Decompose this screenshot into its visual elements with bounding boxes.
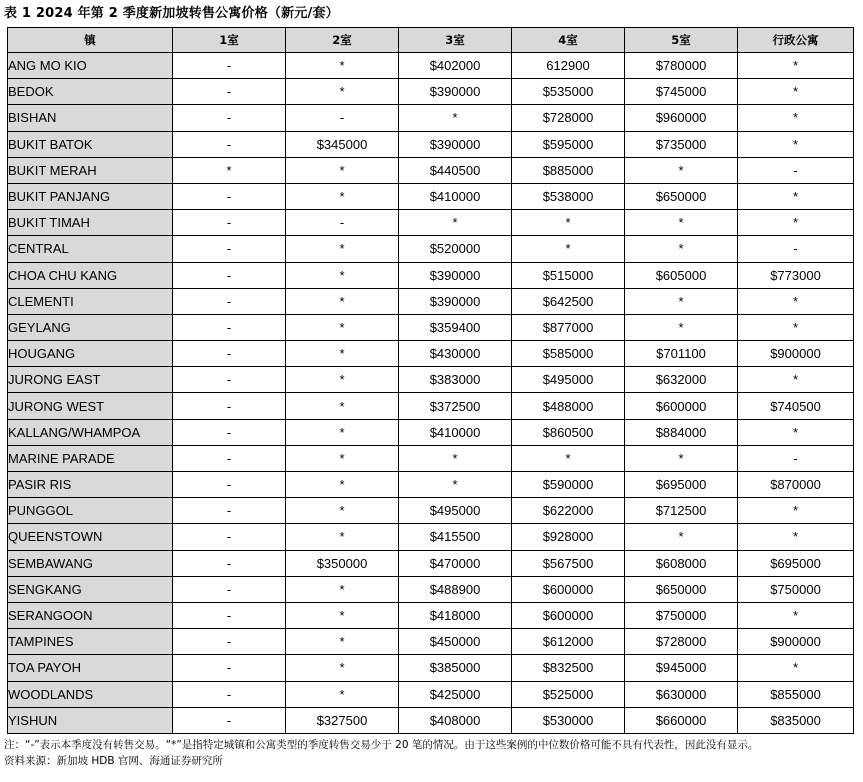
table-row: [8, 602, 854, 628]
table-row: [8, 629, 854, 655]
price-cell: -: [173, 576, 286, 602]
town-name-cell: SENGKANG: [8, 576, 173, 602]
price-cell: -: [173, 629, 286, 655]
price-cell: $600000: [512, 576, 625, 602]
price-cell: 612900: [512, 53, 625, 79]
price-cell: -: [173, 53, 286, 79]
table-row: [8, 707, 854, 733]
price-cell: $835000: [738, 707, 854, 733]
price-cell: -: [738, 445, 854, 471]
price-cell: $495000: [512, 367, 625, 393]
column-header-2-room: 2室: [286, 28, 399, 53]
price-cell: $960000: [625, 105, 738, 131]
price-cell: $430000: [399, 341, 512, 367]
price-cell: $390000: [399, 262, 512, 288]
town-name-cell: TOA PAYOH: [8, 655, 173, 681]
table-row: [8, 53, 854, 79]
town-name-cell: ANG MO KIO: [8, 53, 173, 79]
price-cell: $600000: [625, 393, 738, 419]
price-cell: $345000: [286, 131, 399, 157]
price-cell: -: [173, 105, 286, 131]
price-cell: $410000: [399, 419, 512, 445]
price-cell: *: [512, 210, 625, 236]
price-cell: *: [399, 105, 512, 131]
price-cell: $488900: [399, 576, 512, 602]
price-cell: *: [286, 602, 399, 628]
town-name-cell: YISHUN: [8, 707, 173, 733]
town-name-cell: CLEMENTI: [8, 288, 173, 314]
price-cell: $740500: [738, 393, 854, 419]
price-cell: -: [173, 472, 286, 498]
price-cell: *: [738, 314, 854, 340]
price-cell: $885000: [512, 157, 625, 183]
price-cell: $595000: [512, 131, 625, 157]
column-header-5-room: 5室: [625, 28, 738, 53]
town-name-cell: PUNGGOL: [8, 498, 173, 524]
table-row: [8, 655, 854, 681]
price-cell: *: [738, 367, 854, 393]
price-cell: $608000: [625, 550, 738, 576]
price-cell: -: [286, 105, 399, 131]
price-cell: $855000: [738, 681, 854, 707]
price-cell: *: [286, 576, 399, 602]
table-row: [8, 393, 854, 419]
price-cell: $877000: [512, 314, 625, 340]
table-row: [8, 314, 854, 340]
price-cell: *: [512, 445, 625, 471]
price-cell: $728000: [512, 105, 625, 131]
price-cell: $327500: [286, 707, 399, 733]
price-cell: $900000: [738, 341, 854, 367]
price-cell: $410000: [399, 183, 512, 209]
price-cell: $385000: [399, 655, 512, 681]
column-header-town: 镇: [8, 28, 173, 53]
price-cell: *: [173, 157, 286, 183]
town-name-cell: BUKIT PANJANG: [8, 183, 173, 209]
price-cell: -: [173, 288, 286, 314]
table-row: [8, 419, 854, 445]
table-row: [8, 445, 854, 471]
price-cell: *: [286, 393, 399, 419]
price-cell: -: [286, 210, 399, 236]
price-cell: $520000: [399, 236, 512, 262]
price-cell: $408000: [399, 707, 512, 733]
town-name-cell: BEDOK: [8, 79, 173, 105]
price-cell: $712500: [625, 498, 738, 524]
price-cell: $535000: [512, 79, 625, 105]
table-row: [8, 210, 854, 236]
town-name-cell: GEYLANG: [8, 314, 173, 340]
footnote: 注：“-”表示本季度没有转售交易。“*”是指特定城镇和公寓类型的季度转售交易少于 20 笔的情况。由于这些案例的中位数价格可能不具有代表性，因此没有显示。: [4, 739, 759, 751]
price-cell: $945000: [625, 655, 738, 681]
price-cell: $402000: [399, 53, 512, 79]
town-name-cell: CENTRAL: [8, 236, 173, 262]
price-cell: *: [625, 157, 738, 183]
price-cell: -: [738, 157, 854, 183]
table-row: [8, 131, 854, 157]
price-cell: -: [173, 445, 286, 471]
price-cell: $900000: [738, 629, 854, 655]
price-cell: *: [738, 602, 854, 628]
table-header-row: [8, 28, 854, 53]
price-cell: $530000: [512, 707, 625, 733]
price-cell: $600000: [512, 602, 625, 628]
price-cell: $350000: [286, 550, 399, 576]
price-cell: *: [738, 498, 854, 524]
price-cell: *: [738, 655, 854, 681]
price-cell: *: [286, 367, 399, 393]
price-cell: $728000: [625, 629, 738, 655]
table-row: [8, 550, 854, 576]
price-cell: *: [625, 314, 738, 340]
price-cell: $650000: [625, 576, 738, 602]
price-cell: -: [173, 707, 286, 733]
column-header-4-room: 4室: [512, 28, 625, 53]
price-cell: *: [286, 314, 399, 340]
price-cell: *: [738, 105, 854, 131]
price-cell: *: [286, 53, 399, 79]
price-cell: *: [286, 341, 399, 367]
table-row: [8, 472, 854, 498]
price-cell: $660000: [625, 707, 738, 733]
price-cell: *: [286, 655, 399, 681]
price-cell: $488000: [512, 393, 625, 419]
column-header-3-room: 3室: [399, 28, 512, 53]
town-name-cell: BISHAN: [8, 105, 173, 131]
column-header-executive: 行政公寓: [738, 28, 854, 53]
price-cell: *: [286, 79, 399, 105]
price-cell: *: [286, 183, 399, 209]
town-name-cell: JURONG WEST: [8, 393, 173, 419]
price-cell: $390000: [399, 288, 512, 314]
price-cell: $612000: [512, 629, 625, 655]
price-cell: $605000: [625, 262, 738, 288]
price-cell: *: [286, 629, 399, 655]
table-row: [8, 498, 854, 524]
price-cell: -: [173, 183, 286, 209]
price-cell: -: [173, 79, 286, 105]
price-cell: -: [173, 550, 286, 576]
resale-price-table: [7, 27, 854, 734]
price-cell: *: [286, 288, 399, 314]
price-cell: $870000: [738, 472, 854, 498]
table-title: 表 1 2024 年第 2 季度新加坡转售公寓价格（新元/套）: [4, 6, 339, 21]
price-cell: *: [738, 288, 854, 314]
table-row: [8, 524, 854, 550]
table-row: [8, 367, 854, 393]
town-name-cell: HOUGANG: [8, 341, 173, 367]
price-cell: -: [738, 236, 854, 262]
price-cell: *: [625, 524, 738, 550]
price-cell: *: [738, 210, 854, 236]
price-cell: $418000: [399, 602, 512, 628]
table-row: [8, 183, 854, 209]
price-cell: $832500: [512, 655, 625, 681]
price-cell: -: [173, 681, 286, 707]
price-cell: $383000: [399, 367, 512, 393]
price-cell: *: [286, 472, 399, 498]
price-cell: $495000: [399, 498, 512, 524]
price-cell: $701100: [625, 341, 738, 367]
town-name-cell: WOODLANDS: [8, 681, 173, 707]
price-cell: -: [173, 262, 286, 288]
price-cell: $860500: [512, 419, 625, 445]
price-cell: -: [173, 210, 286, 236]
column-header-1-room: 1室: [173, 28, 286, 53]
price-cell: -: [173, 655, 286, 681]
price-cell: $525000: [512, 681, 625, 707]
price-cell: $372500: [399, 393, 512, 419]
price-cell: $440500: [399, 157, 512, 183]
town-name-cell: PASIR RIS: [8, 472, 173, 498]
price-cell: *: [738, 131, 854, 157]
price-cell: *: [399, 210, 512, 236]
price-cell: $590000: [512, 472, 625, 498]
price-cell: $630000: [625, 681, 738, 707]
price-cell: $390000: [399, 79, 512, 105]
price-cell: *: [738, 524, 854, 550]
table-row: [8, 681, 854, 707]
town-name-cell: BUKIT TIMAH: [8, 210, 173, 236]
price-cell: $538000: [512, 183, 625, 209]
price-cell: $928000: [512, 524, 625, 550]
price-cell: *: [286, 157, 399, 183]
price-cell: $632000: [625, 367, 738, 393]
price-cell: $695000: [625, 472, 738, 498]
price-cell: *: [286, 445, 399, 471]
price-cell: *: [286, 419, 399, 445]
price-cell: *: [738, 183, 854, 209]
price-cell: *: [286, 524, 399, 550]
price-cell: $750000: [738, 576, 854, 602]
price-cell: *: [399, 472, 512, 498]
town-name-cell: BUKIT MERAH: [8, 157, 173, 183]
price-cell: $359400: [399, 314, 512, 340]
price-cell: $515000: [512, 262, 625, 288]
town-name-cell: SERANGOON: [8, 602, 173, 628]
town-name-cell: BUKIT BATOK: [8, 131, 173, 157]
price-cell: -: [173, 524, 286, 550]
town-name-cell: JURONG EAST: [8, 367, 173, 393]
price-cell: $450000: [399, 629, 512, 655]
table-row: [8, 288, 854, 314]
town-name-cell: CHOA CHU KANG: [8, 262, 173, 288]
price-cell: $425000: [399, 681, 512, 707]
price-cell: -: [173, 393, 286, 419]
table-row: [8, 341, 854, 367]
price-cell: -: [173, 367, 286, 393]
price-cell: $745000: [625, 79, 738, 105]
price-cell: *: [286, 236, 399, 262]
price-cell: *: [512, 236, 625, 262]
price-cell: $642500: [512, 288, 625, 314]
price-cell: -: [173, 498, 286, 524]
town-name-cell: TAMPINES: [8, 629, 173, 655]
price-cell: $415500: [399, 524, 512, 550]
price-cell: *: [625, 445, 738, 471]
price-cell: *: [738, 419, 854, 445]
price-cell: *: [625, 236, 738, 262]
table-row: [8, 105, 854, 131]
price-cell: $585000: [512, 341, 625, 367]
price-cell: $390000: [399, 131, 512, 157]
price-cell: *: [625, 210, 738, 236]
price-cell: *: [738, 79, 854, 105]
price-cell: *: [286, 262, 399, 288]
table-row: [8, 79, 854, 105]
town-name-cell: QUEENSTOWN: [8, 524, 173, 550]
price-cell: $695000: [738, 550, 854, 576]
price-cell: -: [173, 419, 286, 445]
table-row: [8, 236, 854, 262]
town-name-cell: KALLANG/WHAMPOA: [8, 419, 173, 445]
price-cell: *: [399, 445, 512, 471]
table-row: [8, 576, 854, 602]
price-cell: $470000: [399, 550, 512, 576]
price-cell: *: [286, 681, 399, 707]
town-name-cell: MARINE PARADE: [8, 445, 173, 471]
price-cell: *: [625, 288, 738, 314]
table-row: [8, 262, 854, 288]
price-cell: $884000: [625, 419, 738, 445]
price-cell: $773000: [738, 262, 854, 288]
price-cell: *: [286, 498, 399, 524]
price-cell: -: [173, 602, 286, 628]
price-cell: $650000: [625, 183, 738, 209]
price-cell: -: [173, 236, 286, 262]
price-cell: $622000: [512, 498, 625, 524]
price-cell: $567500: [512, 550, 625, 576]
price-cell: -: [173, 131, 286, 157]
price-cell: -: [173, 314, 286, 340]
price-cell: $735000: [625, 131, 738, 157]
town-name-cell: SEMBAWANG: [8, 550, 173, 576]
price-cell: $780000: [625, 53, 738, 79]
price-cell: $750000: [625, 602, 738, 628]
source-note: 资料来源：新加坡 HDB 官网、海通证券研究所: [4, 755, 223, 767]
price-cell: -: [173, 341, 286, 367]
table-row: [8, 157, 854, 183]
price-cell: *: [738, 53, 854, 79]
